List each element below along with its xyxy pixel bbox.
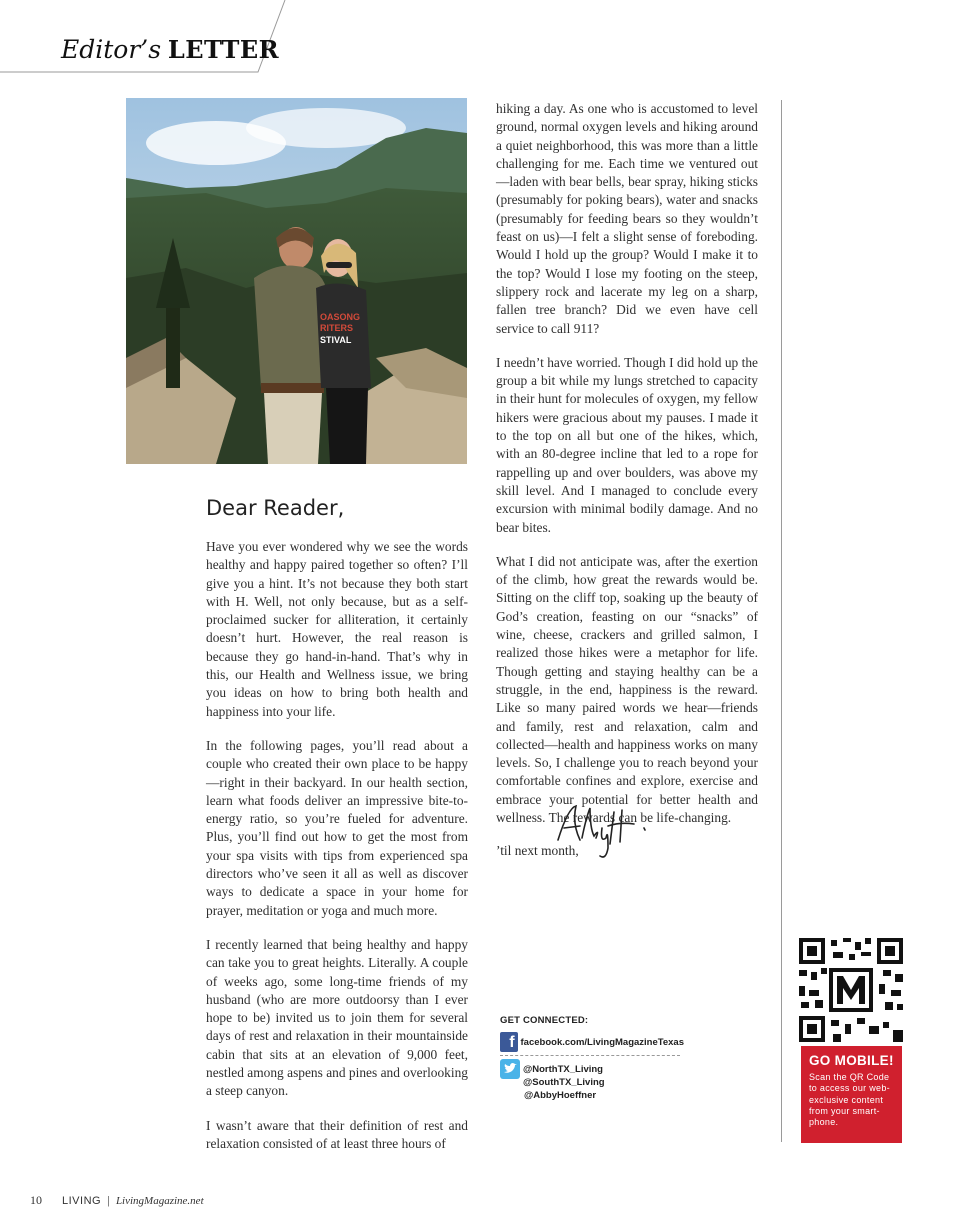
divider [500,1055,680,1056]
paragraph: I recently learned that being healthy and happy can take you to great heights. Literally. A couple of weeks ago, some long-time friends of my husband (who are more outdoorsy than I ever hope to be) invited us to join them for several days of rest and relaxation in their mountainside cabin that sits at an elevation of 9,000 feet, nestled among aspens and pines and overlooking a steep canyon. [206,936,468,1099]
footer-separator: | [107,1195,110,1207]
connect-title: GET CONNECTED: [500,1015,589,1026]
letter-left-column [206,496,468,1169]
twitter-handle[interactable]: @NorthTX_Living [523,1064,603,1075]
shirt-text-1: OASONG [320,312,361,322]
shirt-text-2: RITERS [320,323,354,333]
go-mobile-title: GO MOBILE! [809,1053,894,1068]
go-mobile-callout [801,1046,902,1143]
signature [550,798,670,868]
magazine-brand: LIVING [62,1195,102,1207]
editor-photo [126,98,467,464]
page-number: 10 [30,1193,42,1207]
twitter-handle[interactable]: @SouthTX_Living [523,1077,605,1088]
mountain-photo-illustration [126,98,467,464]
magazine-website[interactable]: LivingMagazine.net [115,1195,204,1207]
twitter-icon [500,1059,520,1079]
page-footer [30,1193,204,1208]
column-divider [781,100,782,1142]
section-title-italic: Editor’s [61,35,162,64]
paragraph: In the following pages, you’ll read about a couple who created their own place to be happy—right in their backyard. In our health section, learn what foods deliver an impressive bite-to-energy ratio, so you’re fueled for adventure. Plus, you’ll find out how to get the most from your spa visits with tips from experienced spa directors who’ve seen it all as well as discover ways to dedicate a space in your home for prayer, meditation or yoga and much more. [206,737,468,918]
qr-code[interactable] [799,938,903,1042]
section-title-bold: LETTER [167,35,280,64]
signoff: ’til next month, [496,843,579,859]
facebook-link[interactable] [500,1032,684,1052]
twitter-links [500,1059,684,1089]
facebook-url[interactable]: facebook.com/LivingMagazineTexas [520,1037,684,1048]
handwritten-signature [550,798,670,868]
shirt-text-3: STIVAL [320,335,352,345]
paragraph: I wasn’t aware that their definition of rest and relaxation consisted of at least three hours of [206,1117,468,1151]
section-title [61,34,279,65]
facebook-icon: f [500,1032,518,1052]
twitter-handle-abby[interactable]: @AbbyHoeffner [524,1090,597,1101]
letter-right-column [496,100,758,859]
paragraph: What I did not anticipate was, after the exertion of the climb, how great the rewards would be. Sitting on the cliff top, soaking up the beauty of God’s creation, feasting on our “snacks” of wine, cheese, crackers and grilled salmon, I realized those hikes were a metaphor for life. Though getting and staying healthy can be a struggle, in the end, happiness is the reward. Like so many paired words we hear—friends and family, rest and relaxation, calm and collected—health and happiness works on many levels. So, I challenge you to reach beyond your comfortable confines and explore, exercise and embrace your potential for better health and wellness. The rewards can be life-changing. [496,553,758,825]
greeting: Dear Reader, [206,496,345,520]
qr-code-icon [799,938,903,1042]
go-mobile-description: Scan the QR Code to access our web-exclusive content from your smart-phone. [809,1072,890,1128]
social-connect [500,1015,684,1102]
paragraph: Have you ever wondered why we see the words healthy and happy paired together so often? I’ll give you a hint. It’s not because they both start with H. Well, not only because, but as a self-proclaimed sucker for alliteration, it certainly doesn’t hurt. However, the real reason is because they go hand-in-hand. That’s why in this, our Health and Wellness issue, we bring you ideas on how to bring both health and happiness into your life. [206,539,468,719]
paragraph: I needn’t have worried. Though I did hold up the group a bit while my lungs stretched to capacity in their hunt for molecules of oxygen, my fellow hikers were gracious about my pauses. I made it to the top on all but one of the hikes, which, with an 80-degree incline that led to a rope for rappelling up and over boulders, was above my skill level. And I managed to conclude every excursion with minimal bodily damage. And no bear bites. [496,354,758,535]
paragraph: hiking a day. As one who is accustomed to level ground, normal oxygen levels and hiking around a quiet neighborhood, this was more than a little challenging for me. Each time we ventured out—laden with bear bells, bear spray, hiking sticks (presumably for poking bears), water and snacks (presumably for feeding bears so they wouldn’t feast on us)—I felt a slight sense of foreboding. Would I hold up the group? Would I make it to the top? Would I lose my footing on the steep, slippery rock and lacerate my leg on a sharp, fallen tree branch? Did we even have cell service to call 911? [496,101,758,336]
section-header [0,0,290,74]
